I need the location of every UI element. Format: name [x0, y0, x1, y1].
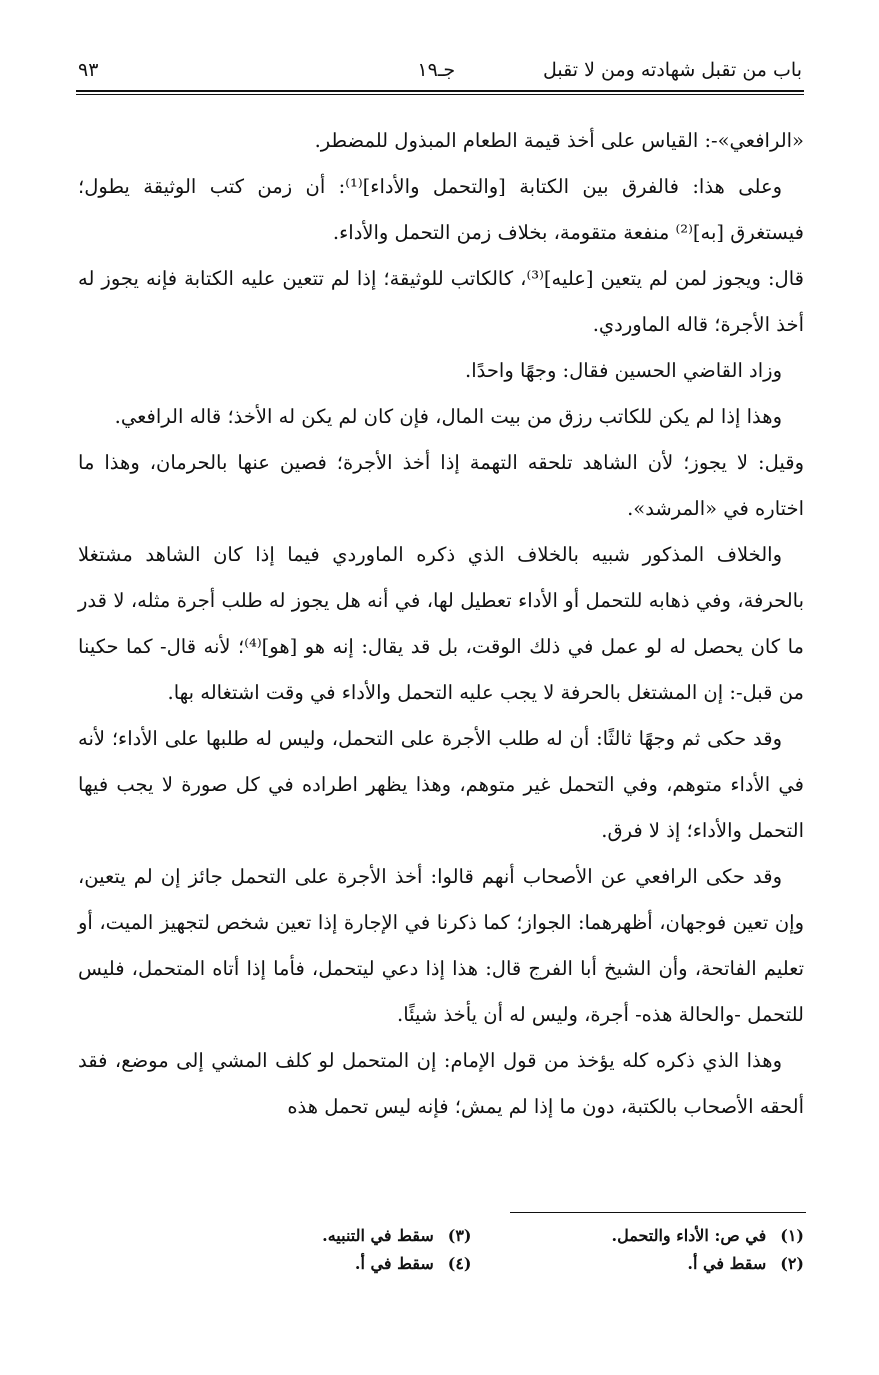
footnote-text: سقط في أ. [354, 1254, 434, 1273]
footnotes [80, 1222, 804, 1278]
paragraph: وعلى هذا: فالفرق بين الكتابة [والتحمل والأداء]⁽¹⁾: أن زمن كتب الوثيقة يطول؛ فيستغرق [به]⁽²⁾ منفعة متقومة، بخلاف زمن التحمل والأداء. [78, 175, 804, 244]
footnote-column-left [322, 1222, 471, 1278]
page-number: ٩٣ [78, 59, 99, 81]
footnote-rule [510, 1212, 806, 1213]
paragraph: وقد حكى الرافعي عن الأصحاب أنهم قالوا: أخذ الأجرة على التحمل جائز إن لم يتعين، وإن تعين فوجهان، أظهرهما: الجواز؛ كما ذكرنا في الإجارة إذا تعين شخص لتجهيز الميت، أو تعليم الفاتحة، وأن الشيخ أبا الفرج قال: هذا إذا دعي ليتحمل، فأما إذا أتاه المتحمل، فليس للتحمل -والحالة هذه- أجرة، وليس له أن يأخذ شيئًا. [78, 865, 804, 1026]
footnote-item [612, 1250, 805, 1278]
footnote-text: سقط في أ. [687, 1254, 767, 1273]
footnote-number: (٢) [780, 1254, 804, 1273]
paragraph: وزاد القاضي الحسين فقال: وجهًا واحدًا. [465, 359, 782, 382]
running-header [78, 54, 802, 86]
chapter-title: باب من تقبل شهادته ومن لا تقبل [543, 59, 802, 81]
footnote-item [322, 1250, 471, 1278]
footnote-number: (٤) [447, 1254, 472, 1273]
paragraph: وقيل: لا يجوز؛ لأن الشاهد تلحقه التهمة إذا أخذ الأجرة؛ فصين عنها بالحرمان، وهذا ما اختاره في «المرشد». [78, 451, 804, 520]
paragraph: قال: ويجوز لمن لم يتعين [عليه]⁽³⁾، كالكاتب للوثيقة؛ إذا لم تتعين عليه الكتابة فإنه يجوز له أخذ الأجرة؛ قاله الماوردي. [78, 267, 804, 336]
paragraph: والخلاف المذكور شبيه بالخلاف الذي ذكره الماوردي فيما إذا كان الشاهد مشتغلا بالحرفة، وفي ذهابه للتحمل أو الأداء تعطيل لها، في أنه هل يجوز له طلب أجرة مثله، لا قدر ما كان يحصل له لو عمل في ذلك الوقت، بل قد يقال: إنه هو [هو]⁽⁴⁾؛ لأنه قال- كما حكينا من قبل-: إن المشتغل بالحرفة لا يجب عليه التحمل والأداء في وقت اشتغاله بها. [78, 543, 805, 704]
paragraph: وهذا الذي ذكره كله يؤخذ من قول الإمام: إن المتحمل لو كلف المشي إلى موضع، فقد ألحقه الأصحاب بالكتبة، دون ما إذا لم يمش؛ فإنه ليس تحمل هذه [78, 1049, 804, 1118]
footnote-text: في ص: الأداء والتحمل. [611, 1226, 767, 1245]
footnote-column-right [612, 1222, 805, 1278]
header-rule [76, 90, 804, 95]
footnote-item [612, 1222, 805, 1250]
body-text [78, 118, 804, 1130]
footnote-item [322, 1222, 471, 1250]
paragraph: وهذا إذا لم يكن للكاتب رزق من بيت المال، فإن كان لم يكن له الأخذ؛ قاله الرافعي. [114, 405, 782, 428]
paragraph: وقد حكى ثم وجهًا ثالثًا: أن له طلب الأجرة على التحمل، وليس له طلبها على الأداء؛ لأنه في الأداء متوهم، وفي التحمل غير متوهم، وهذا يظهر اطراده في كل صورة لا يجب فيها التحمل والأداء؛ إذ لا فرق. [78, 727, 804, 842]
footnote-number: (٣) [447, 1226, 472, 1245]
paragraph: «الرافعي»-: القياس على أخذ قيمة الطعام المبذول للمضطر. [314, 129, 804, 152]
footnote-text: سقط في التنبيه. [322, 1226, 434, 1245]
footnote-number: (١) [780, 1226, 804, 1245]
volume-label: جـ١٩ [417, 59, 456, 81]
